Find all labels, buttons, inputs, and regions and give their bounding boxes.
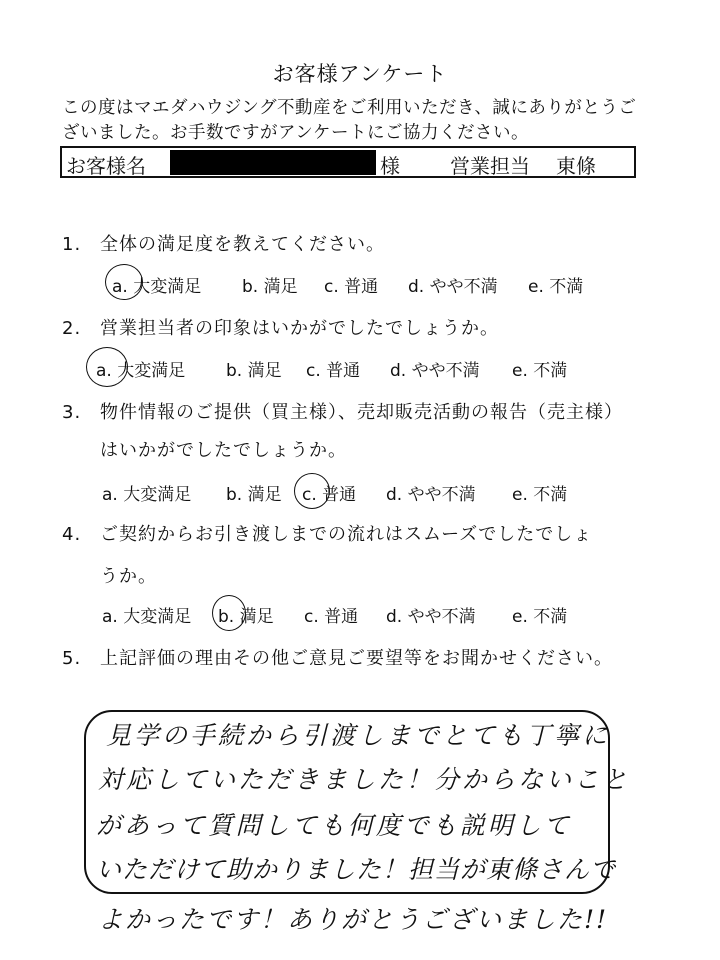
option-e: e. 不満 xyxy=(512,607,568,627)
question-2-options xyxy=(0,356,720,382)
question-number: 4. xyxy=(62,524,82,545)
customer-info-box xyxy=(60,146,636,178)
option-b: b. 満足 xyxy=(242,277,298,297)
redacted-customer-name xyxy=(170,150,376,175)
option-b: b. 満足 xyxy=(226,485,282,505)
comment-line-2: 対応していただきました！分からないこと xyxy=(98,765,631,794)
intro-line-1: この度はマエダハウジング不動産をご利用いただき、誠にありがとうご xyxy=(62,98,637,118)
question-4-continued: うか。 xyxy=(100,566,157,587)
option-c: c. 普通 xyxy=(302,485,357,505)
option-d: d. やや不満 xyxy=(386,607,476,627)
sales-rep-name: 東條 xyxy=(556,154,596,178)
question-3-options xyxy=(0,480,720,506)
question-number: 2. xyxy=(62,318,82,339)
intro-line-2: ざいました。お手数ですがアンケートにご協力ください。 xyxy=(62,123,529,143)
question-number: 3. xyxy=(62,402,82,423)
option-a: a. 大変満足 xyxy=(96,361,186,381)
option-b: b. 満足 xyxy=(218,607,274,627)
question-3-continued: はいかがでしたでしょうか。 xyxy=(100,440,347,461)
question-4 xyxy=(62,520,592,546)
question-text: 営業担当者の印象はいかがでしたでしょうか。 xyxy=(100,318,499,339)
question-number: 1. xyxy=(62,234,82,255)
customer-name-label: お客様名 xyxy=(66,154,146,178)
option-d: d. やや不満 xyxy=(408,277,498,297)
option-c: c. 普通 xyxy=(324,277,379,297)
option-a: a. 大変満足 xyxy=(112,277,202,297)
option-c: c. 普通 xyxy=(306,361,361,381)
question-text: ご契約からお引き渡しまでの流れはスムーズでしたでしょ xyxy=(100,524,593,545)
question-4-options xyxy=(0,602,720,628)
option-b: b. 満足 xyxy=(226,361,282,381)
comment-line-5: よかったです！ありがとうございました!! xyxy=(98,905,609,934)
comment-line-3: があって質問しても何度でも説明して xyxy=(96,811,572,840)
option-d: d. やや不満 xyxy=(386,485,476,505)
question-number: 5. xyxy=(62,648,82,669)
option-c: c. 普通 xyxy=(304,607,359,627)
customer-honorific: 様 xyxy=(380,154,400,178)
option-a: a. 大変満足 xyxy=(102,485,192,505)
question-text: 上記評価の理由その他ご意見ご要望等をお聞かせください。 xyxy=(100,648,613,669)
question-1 xyxy=(62,230,385,256)
question-text: 全体の満足度を教えてください。 xyxy=(100,234,385,255)
survey-title: お客様アンケート xyxy=(272,62,448,86)
question-text: 物件情報のご提供（買主様）、売却販売活動の報告（売主様） xyxy=(100,402,623,423)
comment-line-4: いただけて助かりました！担当が東條さんで xyxy=(96,855,617,884)
question-3 xyxy=(62,398,623,424)
comment-line-1: 見学の手続から引渡しまでとても丁寧に xyxy=(106,721,611,750)
question-1-options xyxy=(0,272,720,298)
option-a: a. 大変満足 xyxy=(102,607,192,627)
question-2 xyxy=(62,314,499,340)
option-e: e. 不満 xyxy=(528,277,584,297)
option-e: e. 不満 xyxy=(512,485,568,505)
question-5 xyxy=(62,644,613,670)
sales-rep-label: 営業担当 xyxy=(450,154,530,178)
option-e: e. 不満 xyxy=(512,361,568,381)
option-d: d. やや不満 xyxy=(390,361,480,381)
